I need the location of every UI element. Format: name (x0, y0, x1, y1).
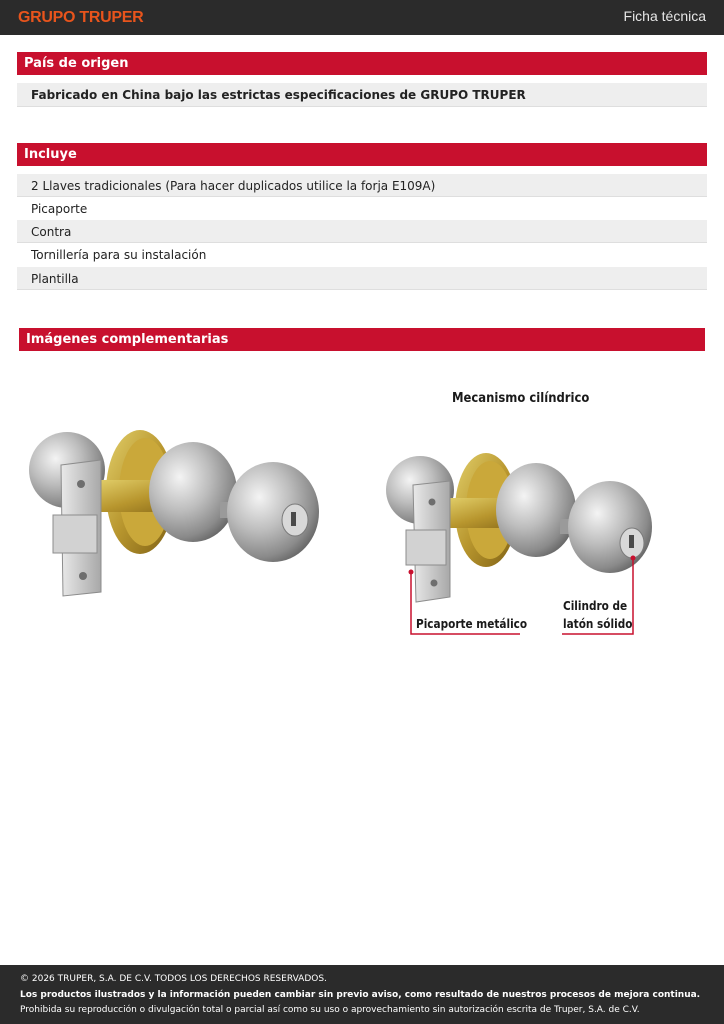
door-knob-lock-icon (25, 420, 325, 600)
section-heading-images: Imágenes complementarias (19, 328, 705, 351)
top-bar (0, 0, 724, 35)
list-item: Plantilla (17, 267, 707, 290)
list-item: Picaporte (31, 202, 88, 216)
footer-prohibition: Prohibida su reproducción o divulgación total o parcial así como su uso o aprovechamiento sin autorización escrita de Truper, S.A. de C.V. (20, 1005, 640, 1015)
page-title: Ficha técnica (623, 8, 706, 24)
section-heading-origin: País de origen (17, 52, 707, 75)
footer (0, 965, 724, 1024)
origin-text: Fabricado en China bajo las estrictas especificaciones de GRUPO TRUPER (17, 83, 707, 107)
brand-logo: GRUPO TRUPER (18, 9, 144, 26)
mechanism-title: Mecanismo cilíndrico (452, 390, 590, 406)
callout-cylinder-line2: latón sólido (563, 616, 633, 631)
list-item: Tornillería para su instalación (31, 248, 207, 262)
callout-cylinder-line1: Cilindro de (563, 598, 628, 613)
section-heading-includes: Incluye (17, 143, 707, 166)
list-item: 2 Llaves tradicionales (Para hacer duplicados utilice la forja E109A) (17, 174, 707, 197)
footer-notice: Los productos ilustrados y la información pueden cambiar sin previo aviso, como resultado de nuestros procesos de mejora continua. (20, 989, 701, 1000)
footer-copyright: © 2026 TRUPER, S.A. DE C.V. TODOS LOS DERECHOS RESERVADOS. (20, 974, 327, 984)
callout-latch: Picaporte metálico (416, 616, 528, 631)
list-item: Contra (17, 220, 707, 243)
